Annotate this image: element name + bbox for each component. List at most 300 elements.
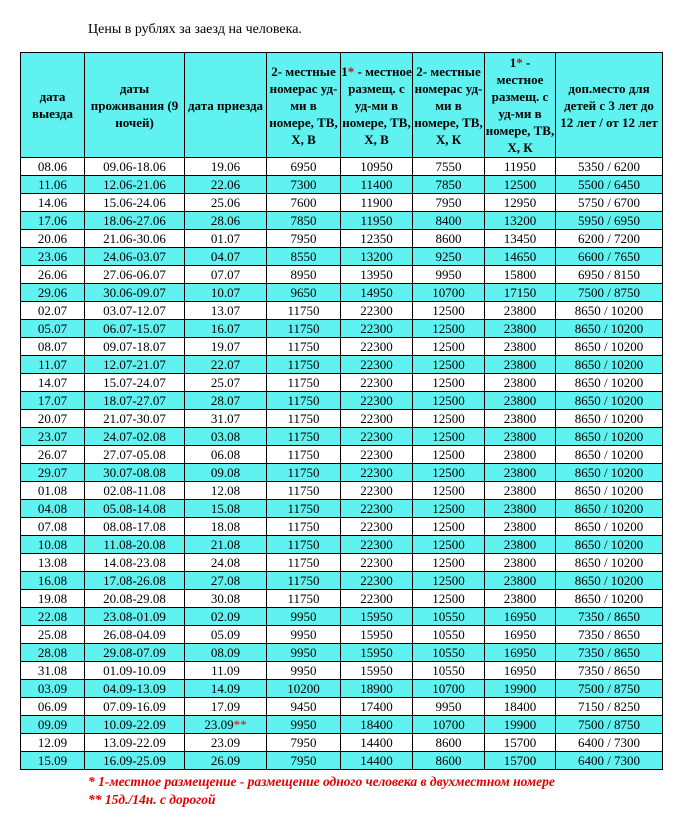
cell-value: 15950 xyxy=(360,662,393,678)
col-single-v-label: 1* - местное размещ. с уд-ми в номере, ТВ, Х, В xyxy=(341,63,412,147)
cell-extra-bed-price xyxy=(556,500,663,518)
cell-value: 12500 xyxy=(432,482,465,498)
cell-double-k-price xyxy=(413,230,485,248)
cell-double-k-price xyxy=(413,608,485,626)
cell-value: 19900 xyxy=(503,716,537,732)
header-row xyxy=(21,53,663,158)
cell-double-v-price xyxy=(267,716,341,734)
table-row xyxy=(21,446,663,464)
cell-value: 12500 xyxy=(432,590,465,606)
cell-double-v-price xyxy=(267,194,341,212)
cell-value: 13200 xyxy=(503,212,537,228)
cell-departure-date xyxy=(21,338,85,356)
cell-value: 22.07 xyxy=(210,356,241,372)
cell-extra-bed-price xyxy=(556,158,663,176)
cell-value: 11750 xyxy=(287,374,320,390)
cell-departure-date xyxy=(21,554,85,572)
table-row xyxy=(21,338,663,356)
table-row xyxy=(21,392,663,410)
cell-single-k-price xyxy=(485,320,556,338)
cell-value: 17150 xyxy=(503,284,537,300)
cell-stay-dates xyxy=(85,626,185,644)
cell-value: 15.06-24.06 xyxy=(103,194,166,210)
cell-single-k-price xyxy=(485,554,556,572)
cell-stay-dates xyxy=(85,176,185,194)
cell-arrival-date xyxy=(185,518,267,536)
cell-double-k-price xyxy=(413,554,485,572)
cell-value: 14.07 xyxy=(37,374,68,390)
cell-extra-bed-price xyxy=(556,536,663,554)
cell-value: 7350 / 8650 xyxy=(577,608,641,624)
cell-stay-dates xyxy=(85,158,185,176)
cell-value: 12500 xyxy=(432,428,465,444)
cell-single-k-price xyxy=(485,158,556,176)
cell-value: 12500 xyxy=(432,554,465,570)
cell-value: 18400 xyxy=(503,698,537,714)
table-row xyxy=(21,428,663,446)
table-row xyxy=(21,284,663,302)
cell-value: 8650 / 10200 xyxy=(574,302,644,318)
cell-value: 7950 xyxy=(290,734,317,750)
cell-value: 18.07-27.07 xyxy=(103,392,166,408)
cell-value: 11750 xyxy=(287,302,320,318)
cell-value: 11900 xyxy=(360,194,393,210)
cell-value: 8650 / 10200 xyxy=(574,572,644,588)
table-row xyxy=(21,158,663,176)
cell-single-v-price xyxy=(341,716,413,734)
cell-value: 22300 xyxy=(360,356,393,372)
cell-single-k-price xyxy=(485,176,556,194)
cell-value: 23800 xyxy=(503,356,537,372)
cell-value: 11.08-20.08 xyxy=(103,536,166,552)
cell-value: 7350 / 8650 xyxy=(577,626,641,642)
cell-value: 11750 xyxy=(287,464,320,480)
cell-stay-dates xyxy=(85,392,185,410)
cell-value: 19.06 xyxy=(210,158,241,174)
cell-value: 9950 xyxy=(290,644,317,660)
cell-value: 12.07-21.07 xyxy=(103,356,166,372)
cell-value: 12500 xyxy=(432,464,465,480)
footnote-mark: ** xyxy=(233,716,247,732)
table-row xyxy=(21,662,663,680)
cell-single-k-price xyxy=(485,446,556,464)
cell-value: 13.07 xyxy=(210,302,241,318)
cell-value: 6950 / 8150 xyxy=(577,266,641,282)
cell-departure-date xyxy=(21,590,85,608)
cell-value: 8650 / 10200 xyxy=(574,500,644,516)
cell-value: 26.09 xyxy=(210,752,241,768)
cell-value: 14400 xyxy=(360,734,393,750)
price-caption: Цены в рублях за заезд на человека. xyxy=(88,22,302,37)
cell-departure-date xyxy=(21,464,85,482)
cell-departure-date xyxy=(21,356,85,374)
cell-value: 13.09-22.09 xyxy=(103,734,166,750)
table-row xyxy=(21,626,663,644)
cell-departure-date xyxy=(21,500,85,518)
cell-value: 15.09 xyxy=(37,752,68,768)
footnote-duration: ** 15д./14н. с дорогой xyxy=(88,792,216,807)
cell-value: 09.08 xyxy=(210,464,241,480)
cell-double-v-price xyxy=(267,266,341,284)
cell-extra-bed-price xyxy=(556,248,663,266)
cell-value: 08.07 xyxy=(37,338,68,354)
cell-value: 28.06 xyxy=(210,212,241,228)
cell-departure-date xyxy=(21,734,85,752)
cell-single-v-price xyxy=(341,464,413,482)
cell-value: 11950 xyxy=(503,158,537,174)
cell-value: 11.06 xyxy=(38,176,67,192)
cell-single-v-price xyxy=(341,176,413,194)
cell-value: 22300 xyxy=(360,536,393,552)
cell-value: 17.09 xyxy=(210,698,241,714)
cell-value: 8650 / 10200 xyxy=(574,446,644,462)
cell-double-v-price xyxy=(267,230,341,248)
cell-arrival-date xyxy=(185,212,267,230)
table-row xyxy=(21,608,663,626)
cell-stay-dates xyxy=(85,482,185,500)
cell-value: 12950 xyxy=(503,194,537,210)
cell-departure-date xyxy=(21,428,85,446)
cell-single-k-price xyxy=(485,374,556,392)
cell-arrival-date xyxy=(185,464,267,482)
cell-departure-date xyxy=(21,212,85,230)
cell-value: 15800 xyxy=(503,266,537,282)
cell-value: 8650 / 10200 xyxy=(574,536,644,552)
col-single-occupancy-k xyxy=(485,53,556,158)
cell-value: 25.07 xyxy=(210,374,241,390)
cell-single-v-price xyxy=(341,698,413,716)
price-table xyxy=(20,52,663,770)
cell-double-v-price xyxy=(267,500,341,518)
cell-value: 10200 xyxy=(287,680,320,696)
cell-value: 7150 / 8250 xyxy=(577,698,641,714)
cell-double-v-price xyxy=(267,464,341,482)
cell-single-k-price xyxy=(485,194,556,212)
cell-arrival-date xyxy=(185,194,267,212)
cell-value: 21.06-30.06 xyxy=(103,230,166,246)
cell-stay-dates xyxy=(85,644,185,662)
footnotes xyxy=(88,773,628,809)
cell-value: 22300 xyxy=(360,392,393,408)
cell-value: 05.07 xyxy=(37,320,68,336)
cell-double-k-price xyxy=(413,356,485,374)
cell-double-k-price xyxy=(413,662,485,680)
cell-departure-date xyxy=(21,194,85,212)
cell-arrival-date xyxy=(185,374,267,392)
cell-value: 25.08 xyxy=(37,626,68,642)
cell-value: 11750 xyxy=(287,356,320,372)
cell-extra-bed-price xyxy=(556,428,663,446)
cell-single-v-price xyxy=(341,230,413,248)
cell-arrival-date xyxy=(185,410,267,428)
cell-value: 8650 / 10200 xyxy=(574,554,644,570)
cell-departure-date xyxy=(21,482,85,500)
cell-value: 18400 xyxy=(360,716,393,732)
cell-single-k-price xyxy=(485,266,556,284)
cell-value: 22300 xyxy=(360,482,393,498)
cell-stay-dates xyxy=(85,302,185,320)
cell-value: 06.09 xyxy=(37,698,68,714)
table-row xyxy=(21,194,663,212)
cell-value: 11750 xyxy=(287,536,320,552)
cell-value: 23800 xyxy=(503,554,537,570)
cell-value: 7850 xyxy=(290,212,317,228)
cell-value: 02.07 xyxy=(37,302,68,318)
cell-value: 9250 xyxy=(435,248,462,264)
cell-single-v-price xyxy=(341,752,413,770)
cell-stay-dates xyxy=(85,698,185,716)
cell-single-k-price xyxy=(485,734,556,752)
cell-value: 28.07 xyxy=(210,392,241,408)
cell-double-k-price xyxy=(413,644,485,662)
cell-arrival-date xyxy=(185,608,267,626)
cell-value: 22300 xyxy=(360,410,393,426)
cell-double-k-price xyxy=(413,194,485,212)
cell-single-k-price xyxy=(485,392,556,410)
cell-stay-dates xyxy=(85,572,185,590)
cell-value: 8550 xyxy=(290,248,317,264)
cell-stay-dates xyxy=(85,374,185,392)
cell-value: 17.07 xyxy=(37,392,68,408)
cell-arrival-date xyxy=(185,446,267,464)
cell-value: 20.08-29.08 xyxy=(103,590,166,606)
cell-value: 04.08 xyxy=(37,500,68,516)
cell-value: 23800 xyxy=(503,374,537,390)
cell-value: 16950 xyxy=(503,626,537,642)
cell-arrival-date xyxy=(185,662,267,680)
cell-value: 24.06-03.07 xyxy=(103,248,166,264)
table-row xyxy=(21,680,663,698)
cell-value: 24.08 xyxy=(210,554,241,570)
cell-double-k-price xyxy=(413,716,485,734)
cell-departure-date xyxy=(21,410,85,428)
cell-single-k-price xyxy=(485,338,556,356)
cell-double-k-price xyxy=(413,626,485,644)
cell-value: 7500 / 8750 xyxy=(577,284,641,300)
cell-double-k-price xyxy=(413,158,485,176)
cell-value: 8650 / 10200 xyxy=(574,590,644,606)
cell-double-v-price xyxy=(267,734,341,752)
cell-value: 10550 xyxy=(432,662,465,678)
cell-double-v-price xyxy=(267,428,341,446)
cell-value: 10.09-22.09 xyxy=(103,716,166,732)
cell-double-v-price xyxy=(267,446,341,464)
cell-value: 12.09 xyxy=(37,734,68,750)
cell-value: 15.08 xyxy=(210,500,241,516)
cell-departure-date xyxy=(21,320,85,338)
cell-value: 7350 / 8650 xyxy=(577,644,641,660)
cell-double-k-price xyxy=(413,500,485,518)
cell-double-k-price xyxy=(413,446,485,464)
cell-single-k-price xyxy=(485,248,556,266)
cell-value: 14950 xyxy=(360,284,393,300)
cell-single-v-price xyxy=(341,392,413,410)
cell-extra-bed-price xyxy=(556,446,663,464)
cell-extra-bed-price xyxy=(556,194,663,212)
cell-value: 7550 xyxy=(435,158,462,174)
cell-double-k-price xyxy=(413,302,485,320)
cell-double-v-price xyxy=(267,644,341,662)
cell-single-k-price xyxy=(485,752,556,770)
cell-value: 15700 xyxy=(503,734,537,750)
cell-value: 18900 xyxy=(360,680,393,696)
cell-value: 28.08 xyxy=(37,644,68,660)
cell-double-v-price xyxy=(267,374,341,392)
cell-value: 12350 xyxy=(360,230,393,246)
cell-value: 8600 xyxy=(435,752,462,768)
cell-arrival-date xyxy=(185,626,267,644)
table-row xyxy=(21,752,663,770)
cell-single-v-price xyxy=(341,356,413,374)
cell-value: 11750 xyxy=(287,500,320,516)
cell-value: 24.07-02.08 xyxy=(103,428,166,444)
cell-double-v-price xyxy=(267,536,341,554)
cell-value: 05.09 xyxy=(210,626,241,642)
cell-double-k-price xyxy=(413,266,485,284)
cell-value: 21.08 xyxy=(210,536,241,552)
cell-extra-bed-price xyxy=(556,734,663,752)
cell-value: 8650 / 10200 xyxy=(574,356,644,372)
cell-value: 23800 xyxy=(503,302,537,318)
col-extra-bed-children: доп.место для детей с 3 лет до 12 лет / от 12 лет xyxy=(556,53,663,158)
cell-value: 7600 xyxy=(290,194,317,210)
cell-value: 10700 xyxy=(432,680,465,696)
cell-double-k-price xyxy=(413,518,485,536)
cell-departure-date xyxy=(21,176,85,194)
cell-value: 15700 xyxy=(503,752,537,768)
col-departure-date: дата выезда xyxy=(21,53,85,158)
cell-value: 11750 xyxy=(287,518,320,534)
cell-extra-bed-price xyxy=(556,554,663,572)
table-row xyxy=(21,698,663,716)
table-row xyxy=(21,176,663,194)
cell-value: 17.06 xyxy=(37,212,68,228)
cell-value: 8400 xyxy=(435,212,462,228)
cell-value: 09.06-18.06 xyxy=(103,158,166,174)
cell-value: 11750 xyxy=(287,590,320,606)
cell-value: 14400 xyxy=(360,752,393,768)
table-row xyxy=(21,734,663,752)
cell-departure-date xyxy=(21,284,85,302)
cell-double-v-price xyxy=(267,212,341,230)
cell-value: 7950 xyxy=(290,230,317,246)
cell-value: 8650 / 10200 xyxy=(574,338,644,354)
cell-value: 9950 xyxy=(290,608,317,624)
cell-value: 9450 xyxy=(290,698,317,714)
cell-single-v-price xyxy=(341,320,413,338)
cell-stay-dates xyxy=(85,536,185,554)
cell-value: 6200 / 7200 xyxy=(577,230,641,246)
cell-value: 16950 xyxy=(503,608,537,624)
cell-value: 04.07 xyxy=(210,248,241,264)
cell-value: 22.06 xyxy=(210,176,241,192)
cell-value: 11.07 xyxy=(38,356,67,372)
cell-value: 10950 xyxy=(360,158,393,174)
cell-value: 08.08-17.08 xyxy=(103,518,166,534)
cell-double-v-price xyxy=(267,482,341,500)
cell-single-v-price xyxy=(341,518,413,536)
cell-value: 23.07 xyxy=(37,428,68,444)
cell-value: 8650 / 10200 xyxy=(574,428,644,444)
cell-single-v-price xyxy=(341,572,413,590)
cell-value: 15950 xyxy=(360,626,393,642)
cell-arrival-date xyxy=(185,644,267,662)
cell-single-k-price xyxy=(485,698,556,716)
cell-extra-bed-price xyxy=(556,518,663,536)
cell-double-k-price xyxy=(413,428,485,446)
cell-value: 5950 / 6950 xyxy=(577,212,641,228)
cell-value: 30.06-09.07 xyxy=(103,284,166,300)
cell-value: 18.08 xyxy=(210,518,241,534)
cell-value: 23800 xyxy=(503,572,537,588)
cell-value: 09.07-18.07 xyxy=(103,338,166,354)
cell-arrival-date xyxy=(185,284,267,302)
cell-single-v-price xyxy=(341,158,413,176)
cell-extra-bed-price xyxy=(556,356,663,374)
cell-value: 06.08 xyxy=(210,446,241,462)
cell-arrival-date xyxy=(185,482,267,500)
cell-stay-dates xyxy=(85,662,185,680)
cell-single-k-price xyxy=(485,680,556,698)
cell-double-k-price xyxy=(413,338,485,356)
cell-double-v-price xyxy=(267,752,341,770)
cell-double-v-price xyxy=(267,302,341,320)
cell-value: 31.07 xyxy=(210,410,241,426)
col-arrival-date: дата приезда xyxy=(185,53,267,158)
cell-value: 11750 xyxy=(287,410,320,426)
cell-value: 22300 xyxy=(360,518,393,534)
cell-arrival-date xyxy=(185,176,267,194)
cell-extra-bed-price xyxy=(556,752,663,770)
cell-value: 8650 / 10200 xyxy=(574,374,644,390)
cell-extra-bed-price xyxy=(556,320,663,338)
cell-double-v-price xyxy=(267,338,341,356)
cell-double-v-price xyxy=(267,572,341,590)
cell-departure-date xyxy=(21,698,85,716)
cell-value: 11750 xyxy=(287,572,320,588)
cell-value: 12500 xyxy=(432,572,465,588)
cell-double-v-price xyxy=(267,410,341,428)
cell-extra-bed-price xyxy=(556,230,663,248)
cell-arrival-date xyxy=(185,230,267,248)
cell-value: 06.07-15.07 xyxy=(103,320,166,336)
cell-value: 8650 / 10200 xyxy=(574,482,644,498)
cell-value: 10550 xyxy=(432,626,465,642)
cell-departure-date xyxy=(21,752,85,770)
table-row xyxy=(21,554,663,572)
cell-double-k-price xyxy=(413,176,485,194)
cell-value: 12500 xyxy=(432,392,465,408)
cell-single-v-price xyxy=(341,734,413,752)
cell-value: 16950 xyxy=(503,662,537,678)
cell-double-v-price xyxy=(267,554,341,572)
cell-extra-bed-price xyxy=(556,392,663,410)
cell-single-v-price xyxy=(341,662,413,680)
cell-value: 19.07 xyxy=(210,338,241,354)
cell-extra-bed-price xyxy=(556,590,663,608)
cell-single-k-price xyxy=(485,536,556,554)
table-row xyxy=(21,500,663,518)
cell-value: 25.06 xyxy=(210,194,241,210)
cell-value: 27.06-06.07 xyxy=(103,266,166,282)
cell-stay-dates xyxy=(85,194,185,212)
cell-double-v-price xyxy=(267,176,341,194)
cell-double-k-price xyxy=(413,248,485,266)
cell-value: 14.09 xyxy=(210,680,241,696)
table-row xyxy=(21,482,663,500)
cell-value: 22300 xyxy=(360,464,393,480)
cell-value: 11750 xyxy=(287,392,320,408)
